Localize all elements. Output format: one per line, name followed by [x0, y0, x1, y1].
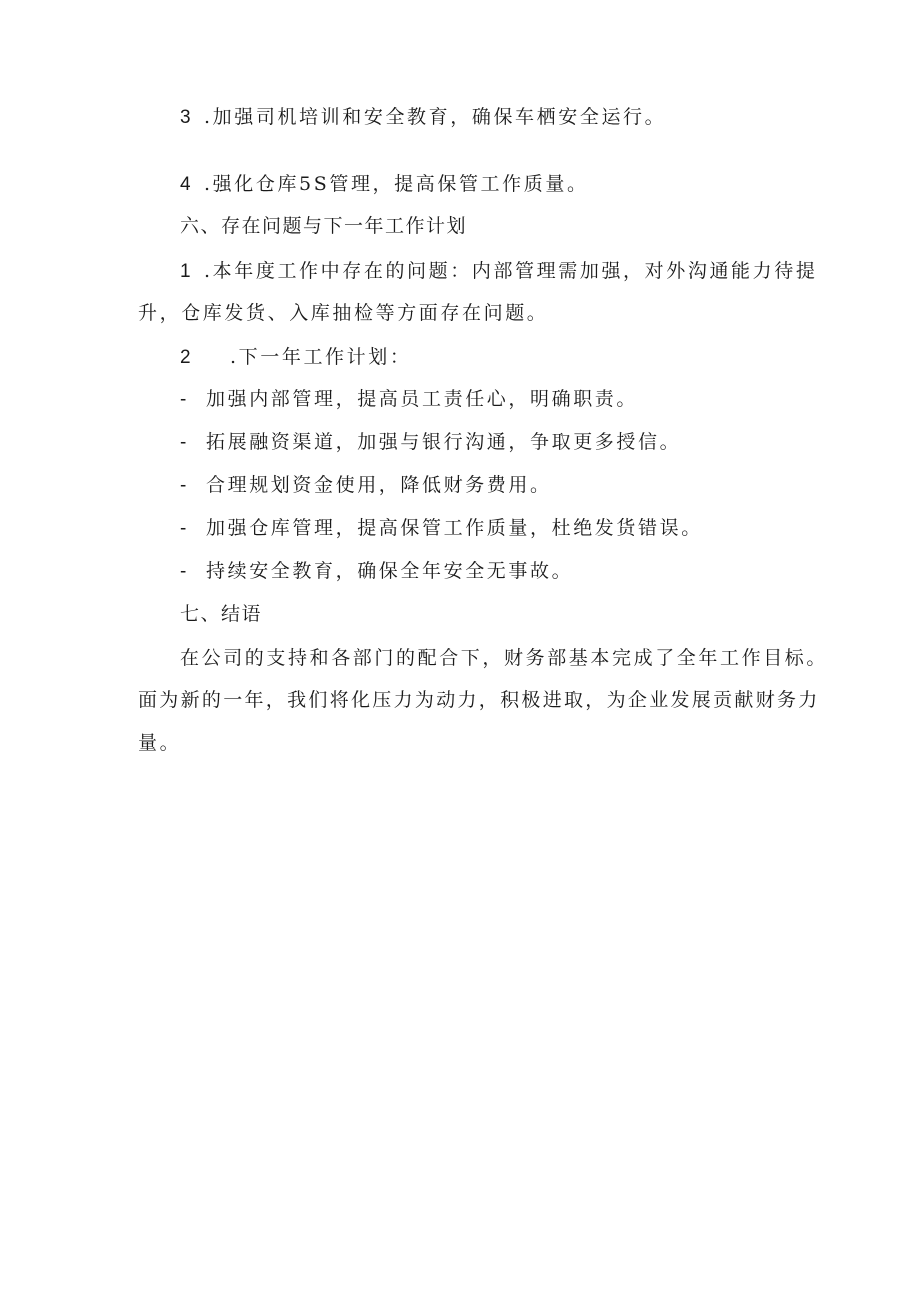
list-item-3 — [180, 105, 666, 130]
bullet-text: 加强内部管理，提高员工责任心，明确职责。 — [206, 388, 639, 410]
bullet-item — [180, 473, 552, 498]
dash-bullet-icon: - — [180, 561, 187, 582]
bullet-item — [180, 516, 703, 541]
bullet-item — [180, 387, 638, 412]
problem-item-line1 — [180, 259, 817, 284]
item-number: 4 — [180, 174, 191, 195]
dash-bullet-icon: - — [180, 518, 187, 539]
dash-bullet-icon: - — [180, 432, 187, 453]
item-text: .下一年工作计划： — [230, 346, 412, 368]
item-text: .强化仓库5S管理，提高保管工作质量。 — [204, 173, 589, 195]
conclusion-line3: 量。 — [138, 732, 182, 754]
bullet-item — [180, 430, 681, 455]
item-number: 2 — [180, 347, 191, 368]
section-heading-7: 七、结语 — [180, 603, 263, 625]
item-number: 3 — [180, 107, 191, 128]
list-item-4 — [180, 172, 589, 197]
dash-bullet-icon: - — [180, 475, 187, 496]
dash-bullet-icon: - — [180, 389, 187, 410]
conclusion-line2: 面为新的一年，我们将化压力为动力，积极进取，为企业发展贡献财务力 — [138, 689, 820, 711]
bullet-text: 持续安全教育，确保全年安全无事故。 — [206, 560, 574, 582]
bullet-text: 合理规划资金使用，降低财务费用。 — [206, 474, 552, 496]
section-heading-6: 六、存在问题与下一年工作计划 — [180, 215, 468, 237]
item-number: 1 — [180, 261, 191, 282]
bullet-text: 加强仓库管理，提高保管工作质量，杜绝发货错误。 — [206, 517, 703, 539]
bullet-item — [180, 559, 573, 584]
item-text: .本年度工作中存在的问题：内部管理需加强，对外沟通能力待提 — [204, 260, 818, 282]
bullet-text: 拓展融资渠道，加强与银行沟通，争取更多授信。 — [206, 431, 682, 453]
problem-item-line2: 升，仓库发货、入库抽检等方面存在问题。 — [138, 302, 549, 324]
conclusion-line1: 在公司的支持和各部门的配合下，财务部基本完成了全年工作目标。 — [180, 647, 829, 669]
item-text: .加强司机培训和安全教育，确保车栖安全运行。 — [204, 106, 667, 128]
plan-item — [180, 345, 411, 370]
